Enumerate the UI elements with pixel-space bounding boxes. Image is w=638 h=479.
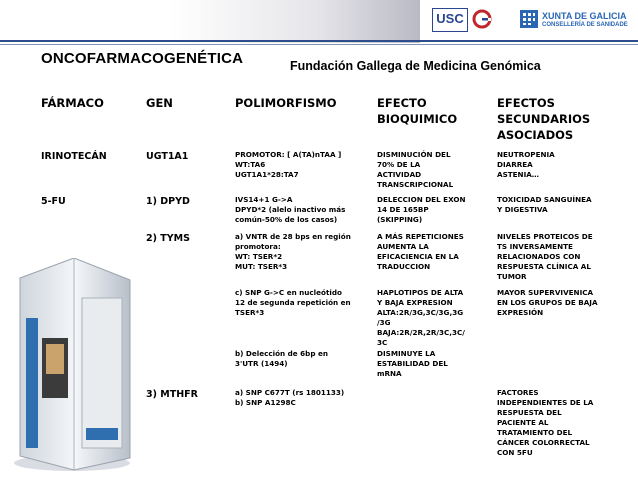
table-cell-gen: 3) MTHFR: [146, 389, 198, 400]
xunta-department: CONSELLERÍA DE SANIDADE: [542, 22, 628, 28]
table-cell-gen: 1) DPYD: [146, 196, 190, 207]
column-header-secundarios: EFECTOS SECUNDARIOS ASOCIADOS: [497, 96, 591, 142]
column-header-gen: GEN: [146, 96, 173, 110]
table-cell-polimorfismo: PROMOTOR: [ A(TA)nTAA ] WT:TA6 UGT1A1*28:TA7: [235, 150, 342, 179]
table-cell-gen: 2) TYMS: [146, 233, 190, 244]
table-cell-gen: UGT1A1: [146, 151, 189, 162]
table-cell-efecto: DISMINUYE LA ESTABILIDAD DEL mRNA: [377, 349, 448, 378]
table-cell-polimorfismo: b) Delección de 6bp en 3'UTR (1494): [235, 349, 328, 368]
usc-logo: USC: [432, 8, 468, 32]
table-cell-farmaco: IRINOTECÁN: [41, 151, 107, 162]
banner-gradient: [0, 0, 420, 43]
table-cell-efecto: HAPLOTIPOS DE ALTA Y BAJA EXPRESION ALTA:2R/3G,3C/3G,3G /3G BAJA:2R/2R,2R/3C,3C/ 3C: [377, 288, 465, 347]
table-cell-secundarios: FACTORES INDEPENDIENTES DE LA RESPUESTA DEL PACIENTE AL TRATAMIENTO DEL CÁNCER COLORRECTAL CON 5FU: [497, 388, 594, 457]
table-cell-polimorfismo: c) SNP G->C en nucleótido 12 de segunda repetición en TSER*3: [235, 288, 351, 317]
sequencer-device-image: [12, 258, 132, 473]
table-cell-efecto: A MÁS REPETICIONES AUMENTA LA EFICACIENCIA EN LA TRADUCCION: [377, 232, 464, 271]
table-cell-efecto: DISMINUCIÓN DEL 70% DE LA ACTIVIDAD TRANSCRIPCIONAL: [377, 150, 454, 189]
table-cell-secundarios: TOXICIDAD SANGUÍNEA Y DIGESTIVA: [497, 195, 592, 214]
xunta-emblem-icon: [520, 10, 538, 28]
column-header-efecto: EFECTO BIOQUIMICO: [377, 96, 458, 126]
table-cell-polimorfismo: a) SNP C677T (rs 1801133) b) SNP A1298C: [235, 388, 345, 407]
table-cell-secundarios: MAYOR SUPERVIVENICA EN LOS GRUPOS DE BAJA EXPRESIÓN: [497, 288, 598, 317]
table-cell-polimorfismo: a) VNTR de 28 bps en región promotora: WT: TSER*2 MUT: TSER*3: [235, 232, 351, 271]
xunta-name: XUNTA DE GALICIA: [542, 11, 627, 21]
page-subtitle: Fundación Gallega de Medicina Genómica: [290, 59, 541, 73]
header-rule: [0, 40, 638, 42]
page-title: ONCOFARMACOGENÉTICA: [41, 50, 244, 67]
table-cell-secundarios: NEUTROPENIA DIARREA ASTENIA…: [497, 150, 555, 179]
column-header-farmaco: FÁRMACO: [41, 96, 104, 110]
table-cell-farmaco: 5-FU: [41, 196, 66, 207]
top-banner: [0, 0, 638, 43]
column-header-polimorfismo: POLIMORFISMO: [235, 96, 337, 110]
header-rule-thin: [0, 44, 638, 45]
galician-logo-icon: [472, 9, 492, 29]
table-cell-efecto: DELECCION DEL EXON 14 DE 165BP (SKIPPING): [377, 195, 466, 224]
table-cell-polimorfismo: IVS14+1 G->A DPYD*2 (alelo inactivo más común-50% de los casos): [235, 195, 346, 224]
table-cell-secundarios: NIVELES PROTEICOS DE TS INVERSAMENTE RELACIONADOS CON RESPUESTA CLÍNICA AL TUMOR: [497, 232, 593, 281]
